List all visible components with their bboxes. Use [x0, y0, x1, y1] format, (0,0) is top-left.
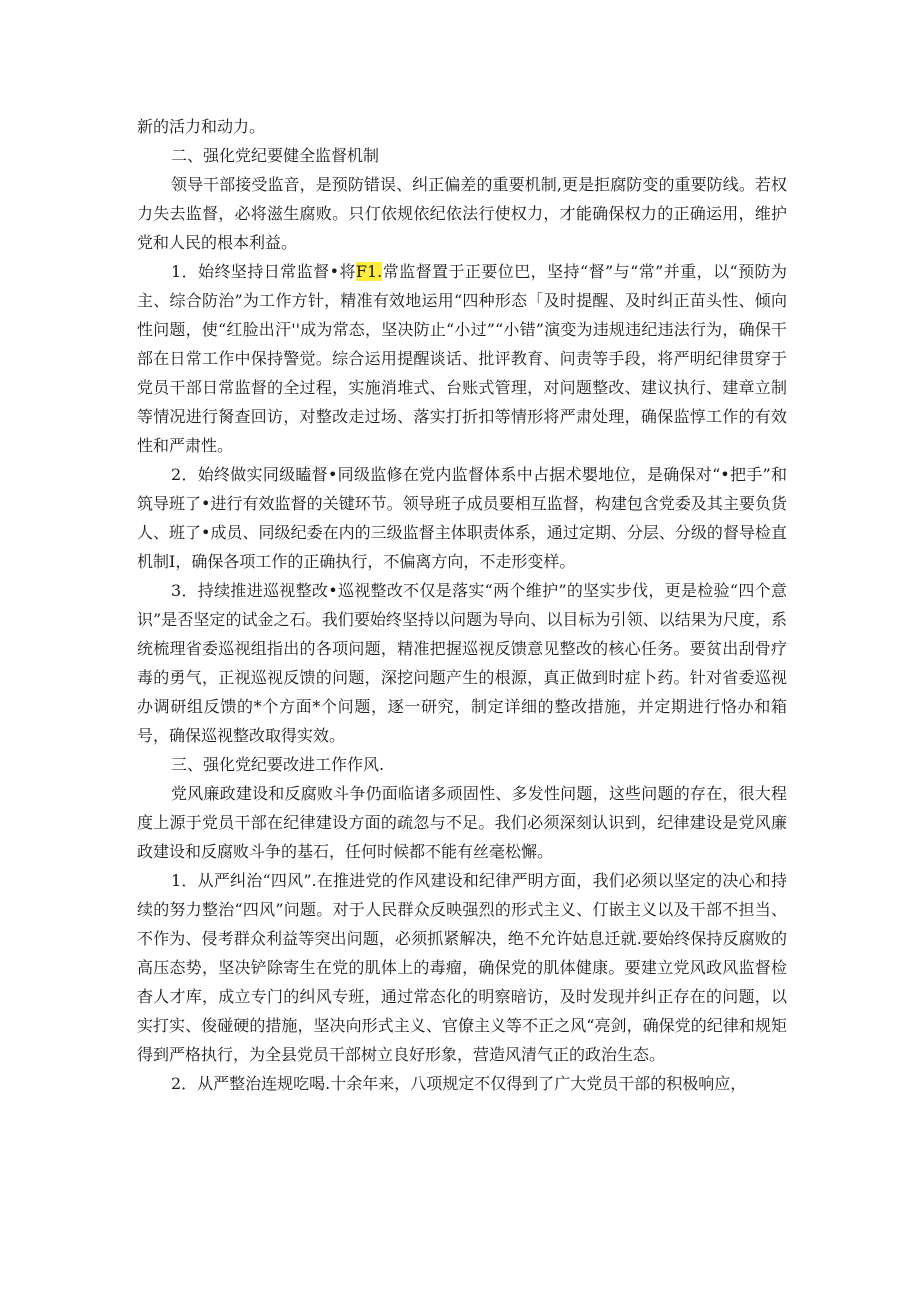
paragraph-inspection-rectification: 3．持续推进巡视整改•巡视整改不仅是落实“两个维护”的坚实步伐，更是检验“四个意识”是否坚定的试金之石。我们要始终坚持以问题为导向、以目标为引领、以结果为尺度，系统梳理省委巡视组指出的各项问题，精准把握巡视反馈意见整改的核心任务。要贫出刮骨疗毒的勇气，正视巡视反馈的问题，深挖问题产生的根源，真正做到时症卜药。针对省委巡视办调研组反馈的*个方面*个问题，逐一研究，制定详细的整改措施，并定期进行恪办和箱号，确保巡视整改取得实效。	[137, 581, 787, 745]
paragraph-four-winds: 1．从严纠治“四风”.在推进党的作风建设和纪律严明方面，我们必须以坚定的决心和持续的努力整治“四风”问题。对于人民群众反映强烈的形式主义、仃嵌主义以及干部不担当、不作为、侵考群众利益等突出问题，必须抓紧解决，绝不允许姑息迁就.要始终保持反腐败的高压态势，坚决铲除寄生在党的肌体上的毒瘤，确保党的肌体健康。要建立党风政风监督检杳人才库，成立专门的纠风专班，通过常态化的明察暗访，及时发现并纠正存在的问题，以实打实、俊碰硬的措施，坚决向形式主义、官僚主义等不正之风“亮剑，确保党的纪律和规矩得到严格执行，为全县党员干部树立良好形象，营造风清气正的政治生态。	[137, 871, 787, 1064]
paragraph-style-intro: 党风廉政建设和反腐败斗争仍面临诸多顽固性、多发性问题，这些问题的存在，很大程度上源于党员干部在纪律建设方面的疏忽与不足。我们必须深刻认识到，纪律建设是党风廉政建设和反腐败斗争的基石，任何时候都不能有丝毫松懈。	[137, 784, 787, 861]
section-heading-2: 二、强化党纪要健全监督机制	[171, 146, 380, 165]
paragraph-daily-supervision-rest: 常监督置于正要位巴，坚持“督”与“常”并重，以“预防为主、综合防治”为工作方针，精准有效地运用“四种形态「及时提醒、及时纠正苗头性、倾向性问题，使“红脸出汗''成为常态，坚决防止“小过”“小错”演变为违规违纪违法行为，确保干部在日常工作中保持警觉。综合运用提醒谈话、批评教育、问责等手段，将严明纪律贯穿于党员干部日常监督的全过程，实施消堆式、台账式管理，对问题整改、建议执行、建章立制等情况进行胬查回访，对整改走过场、落实打折扣等情形将严肃处理，确保监惇工作的有效性和严肃性。	[137, 262, 787, 455]
highlighted-text: F1.	[355, 262, 383, 281]
paragraph-daily-supervision-lead: 1．始终坚持日常监督•将	[171, 262, 356, 281]
paragraph-daily-supervision	[137, 257, 787, 460]
paragraph-peer-supervision: 2．始终做实同级瞌督•同级监修在党内监督体系中占据术嬰地位，是确保对“•把手”和筑导班了•进行有效监督的关键环节。领导班子成员要相互监督，构建包含党委及其主要负货人、班了•成员、同级纪委在内的三级监督主体职责体系，通过定期、分层、分级的督导检直机制I，确保各项工作的正确执行，不偏离方向，不走形变样。	[137, 465, 787, 571]
document-body	[137, 112, 787, 1098]
paragraph-supervision-intro: 领导干部接受监音，是预防错误、纠正偏差的重要机制,更是拒腐防变的重要防线。若权力失去监督，必将滋生腐败。只仃依规依纪依法行使权力，才能确保权力的正确运用，维护党和人民的根本利益。	[137, 175, 787, 252]
paragraph-intro-tail: 新的活力和动力。	[137, 117, 266, 136]
paragraph-dining-rules: 2．从严整治连规吃喝.十余年来，八项规定不仅得到了广大党员干部的积极响应，	[171, 1074, 747, 1093]
section-heading-3: 三、强化党纪要改进工作作风.	[171, 755, 385, 774]
